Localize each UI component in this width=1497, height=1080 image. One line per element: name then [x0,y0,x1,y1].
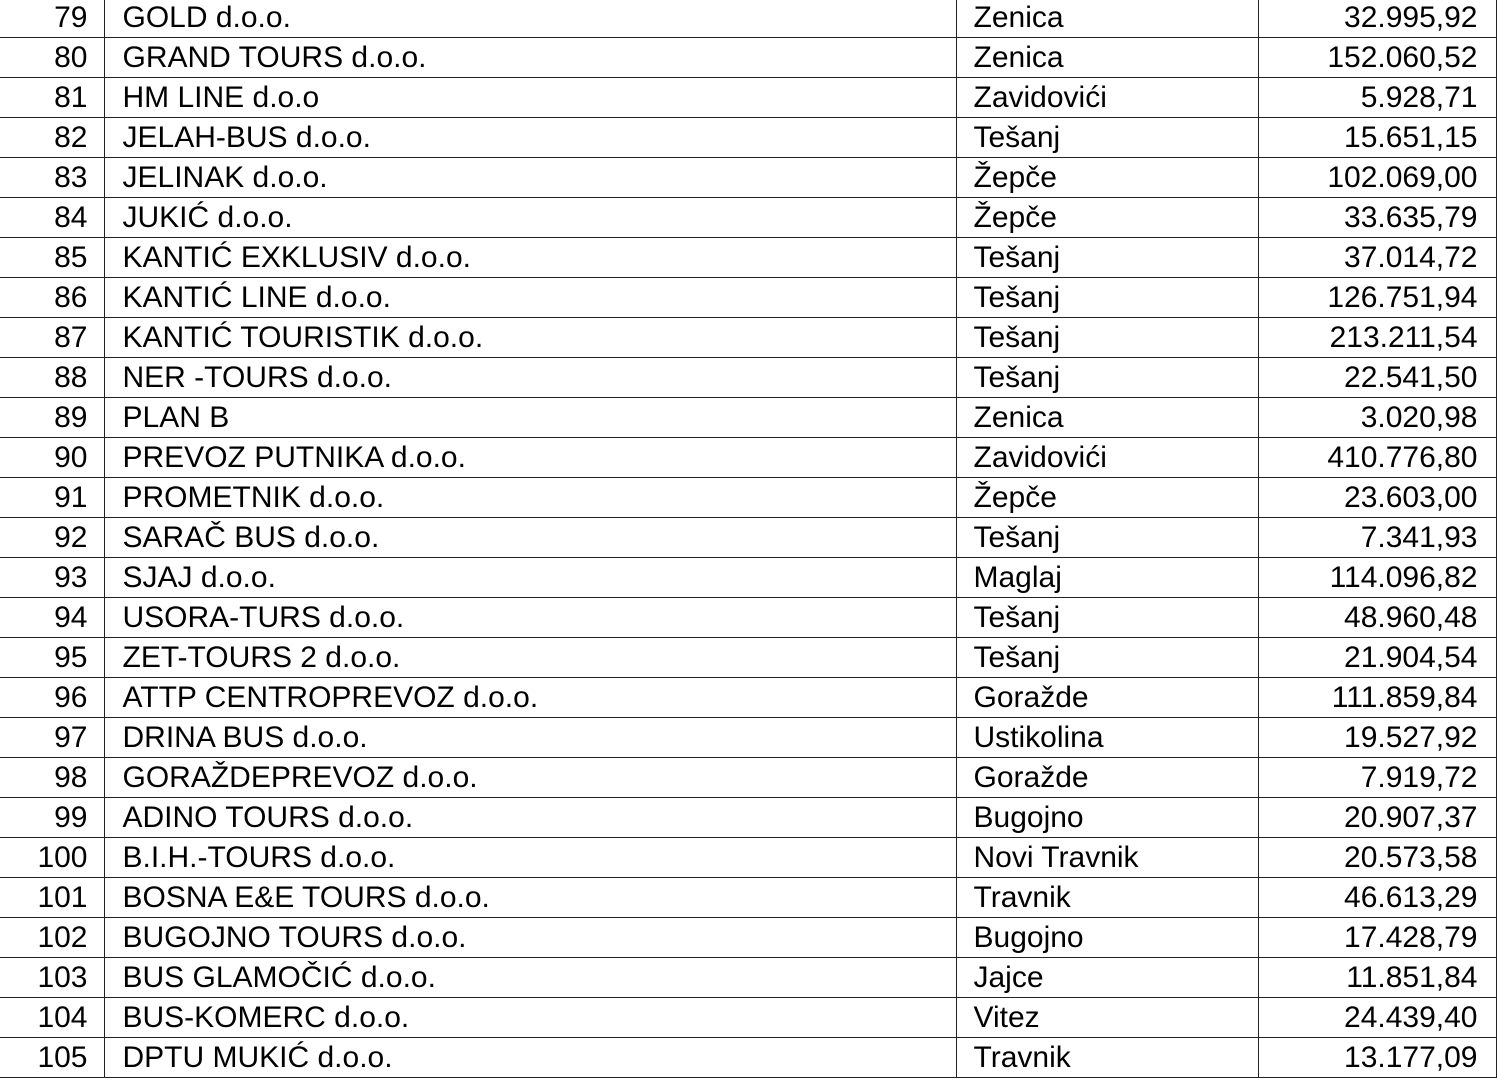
amount: 13.177,09 [1258,1038,1496,1078]
row-number: 104 [0,998,104,1038]
company-city: Goražde [956,758,1258,798]
company-name: BUGOJNO TOURS d.o.o. [104,918,956,958]
company-city: Goražde [956,678,1258,718]
company-city: Zenica [956,398,1258,438]
company-city: Zavidovići [956,438,1258,478]
row-number: 87 [0,318,104,358]
row-number: 88 [0,358,104,398]
table-row [0,198,1496,238]
company-city: Tešanj [956,598,1258,638]
row-number: 84 [0,198,104,238]
table-row [0,158,1496,198]
row-number: 89 [0,398,104,438]
table-row [0,678,1496,718]
table-row [0,918,1496,958]
table-row [0,718,1496,758]
company-name: SARAČ BUS d.o.o. [104,518,956,558]
company-city: Bugojno [956,798,1258,838]
row-number: 86 [0,278,104,318]
row-number: 83 [0,158,104,198]
amount: 15.651,15 [1258,118,1496,158]
company-city: Zavidovići [956,78,1258,118]
company-name: JELINAK d.o.o. [104,158,956,198]
table-row [0,78,1496,118]
row-number: 80 [0,38,104,78]
amount: 410.776,80 [1258,438,1496,478]
amount: 114.096,82 [1258,558,1496,598]
row-number: 103 [0,958,104,998]
company-city: Travnik [956,878,1258,918]
company-city: Žepče [956,478,1258,518]
row-number: 79 [0,0,104,38]
row-number: 93 [0,558,104,598]
company-city: Travnik [956,1038,1258,1078]
company-name: KANTIĆ TOURISTIK d.o.o. [104,318,956,358]
company-city: Zenica [956,0,1258,38]
company-city: Maglaj [956,558,1258,598]
amount: 33.635,79 [1258,198,1496,238]
row-number: 97 [0,718,104,758]
company-name: JELAH-BUS d.o.o. [104,118,956,158]
table-row [0,38,1496,78]
table-row [0,278,1496,318]
company-name: BUS-KOMERC d.o.o. [104,998,956,1038]
table-row [0,558,1496,598]
table-row [0,838,1496,878]
company-name: DPTU MUKIĆ d.o.o. [104,1038,956,1078]
company-name: PLAN B [104,398,956,438]
company-name: DRINA BUS d.o.o. [104,718,956,758]
amount: 46.613,29 [1258,878,1496,918]
company-name: BOSNA E&E TOURS d.o.o. [104,878,956,918]
amount: 126.751,94 [1258,278,1496,318]
company-name: ZET-TOURS 2 d.o.o. [104,638,956,678]
amount: 22.541,50 [1258,358,1496,398]
company-name: USORA-TURS d.o.o. [104,598,956,638]
company-name: PROMETNIK d.o.o. [104,478,956,518]
amount: 11.851,84 [1258,958,1496,998]
company-city: Tešanj [956,118,1258,158]
table-row [0,518,1496,558]
company-name: JUKIĆ d.o.o. [104,198,956,238]
company-name: NER -TOURS d.o.o. [104,358,956,398]
amount: 102.069,00 [1258,158,1496,198]
company-city: Tešanj [956,318,1258,358]
company-city: Tešanj [956,358,1258,398]
company-name: SJAJ d.o.o. [104,558,956,598]
row-number: 105 [0,1038,104,1078]
table-row [0,358,1496,398]
amount: 111.859,84 [1258,678,1496,718]
company-name: KANTIĆ EXKLUSIV d.o.o. [104,238,956,278]
amount: 19.527,92 [1258,718,1496,758]
table-row [0,758,1496,798]
amount: 21.904,54 [1258,638,1496,678]
row-number: 95 [0,638,104,678]
table-row [0,958,1496,998]
amount: 24.439,40 [1258,998,1496,1038]
amount: 32.995,92 [1258,0,1496,38]
amount: 23.603,00 [1258,478,1496,518]
table-row [0,318,1496,358]
company-name: PREVOZ PUTNIKA d.o.o. [104,438,956,478]
row-number: 94 [0,598,104,638]
company-city: Tešanj [956,518,1258,558]
company-city: Žepče [956,198,1258,238]
company-city: Tešanj [956,638,1258,678]
company-city: Zenica [956,38,1258,78]
table-row [0,598,1496,638]
amount: 7.341,93 [1258,518,1496,558]
company-city: Bugojno [956,918,1258,958]
row-number: 92 [0,518,104,558]
row-number: 102 [0,918,104,958]
row-number: 96 [0,678,104,718]
company-name: BUS GLAMOČIĆ d.o.o. [104,958,956,998]
company-city: Tešanj [956,238,1258,278]
row-number: 98 [0,758,104,798]
amount: 5.928,71 [1258,78,1496,118]
row-number: 90 [0,438,104,478]
row-number: 91 [0,478,104,518]
company-name: GRAND TOURS d.o.o. [104,38,956,78]
company-city: Novi Travnik [956,838,1258,878]
table-row [0,238,1496,278]
company-name: B.I.H.-TOURS d.o.o. [104,838,956,878]
table-row [0,438,1496,478]
row-number: 82 [0,118,104,158]
table-row [0,878,1496,918]
row-number: 100 [0,838,104,878]
company-name: ATTP CENTROPREVOZ d.o.o. [104,678,956,718]
table-row [0,638,1496,678]
row-number: 81 [0,78,104,118]
row-number: 101 [0,878,104,918]
company-city: Vitez [956,998,1258,1038]
company-city: Žepče [956,158,1258,198]
row-number: 85 [0,238,104,278]
amount: 3.020,98 [1258,398,1496,438]
company-city: Ustikolina [956,718,1258,758]
amount: 152.060,52 [1258,38,1496,78]
row-number: 99 [0,798,104,838]
table-row [0,1038,1496,1078]
amount: 37.014,72 [1258,238,1496,278]
amount: 20.573,58 [1258,838,1496,878]
company-name: ADINO TOURS d.o.o. [104,798,956,838]
amount: 17.428,79 [1258,918,1496,958]
table-row [0,798,1496,838]
amount: 20.907,37 [1258,798,1496,838]
company-name: GORAŽDEPREVOZ d.o.o. [104,758,956,798]
table-row [0,118,1496,158]
amount: 213.211,54 [1258,318,1496,358]
table-row [0,398,1496,438]
table-row [0,0,1496,38]
company-name: KANTIĆ LINE d.o.o. [104,278,956,318]
amount: 48.960,48 [1258,598,1496,638]
table-row [0,478,1496,518]
table-row [0,998,1496,1038]
company-city: Jajce [956,958,1258,998]
amount: 7.919,72 [1258,758,1496,798]
company-name: HM LINE d.o.o [104,78,956,118]
company-city: Tešanj [956,278,1258,318]
company-name: GOLD d.o.o. [104,0,956,38]
